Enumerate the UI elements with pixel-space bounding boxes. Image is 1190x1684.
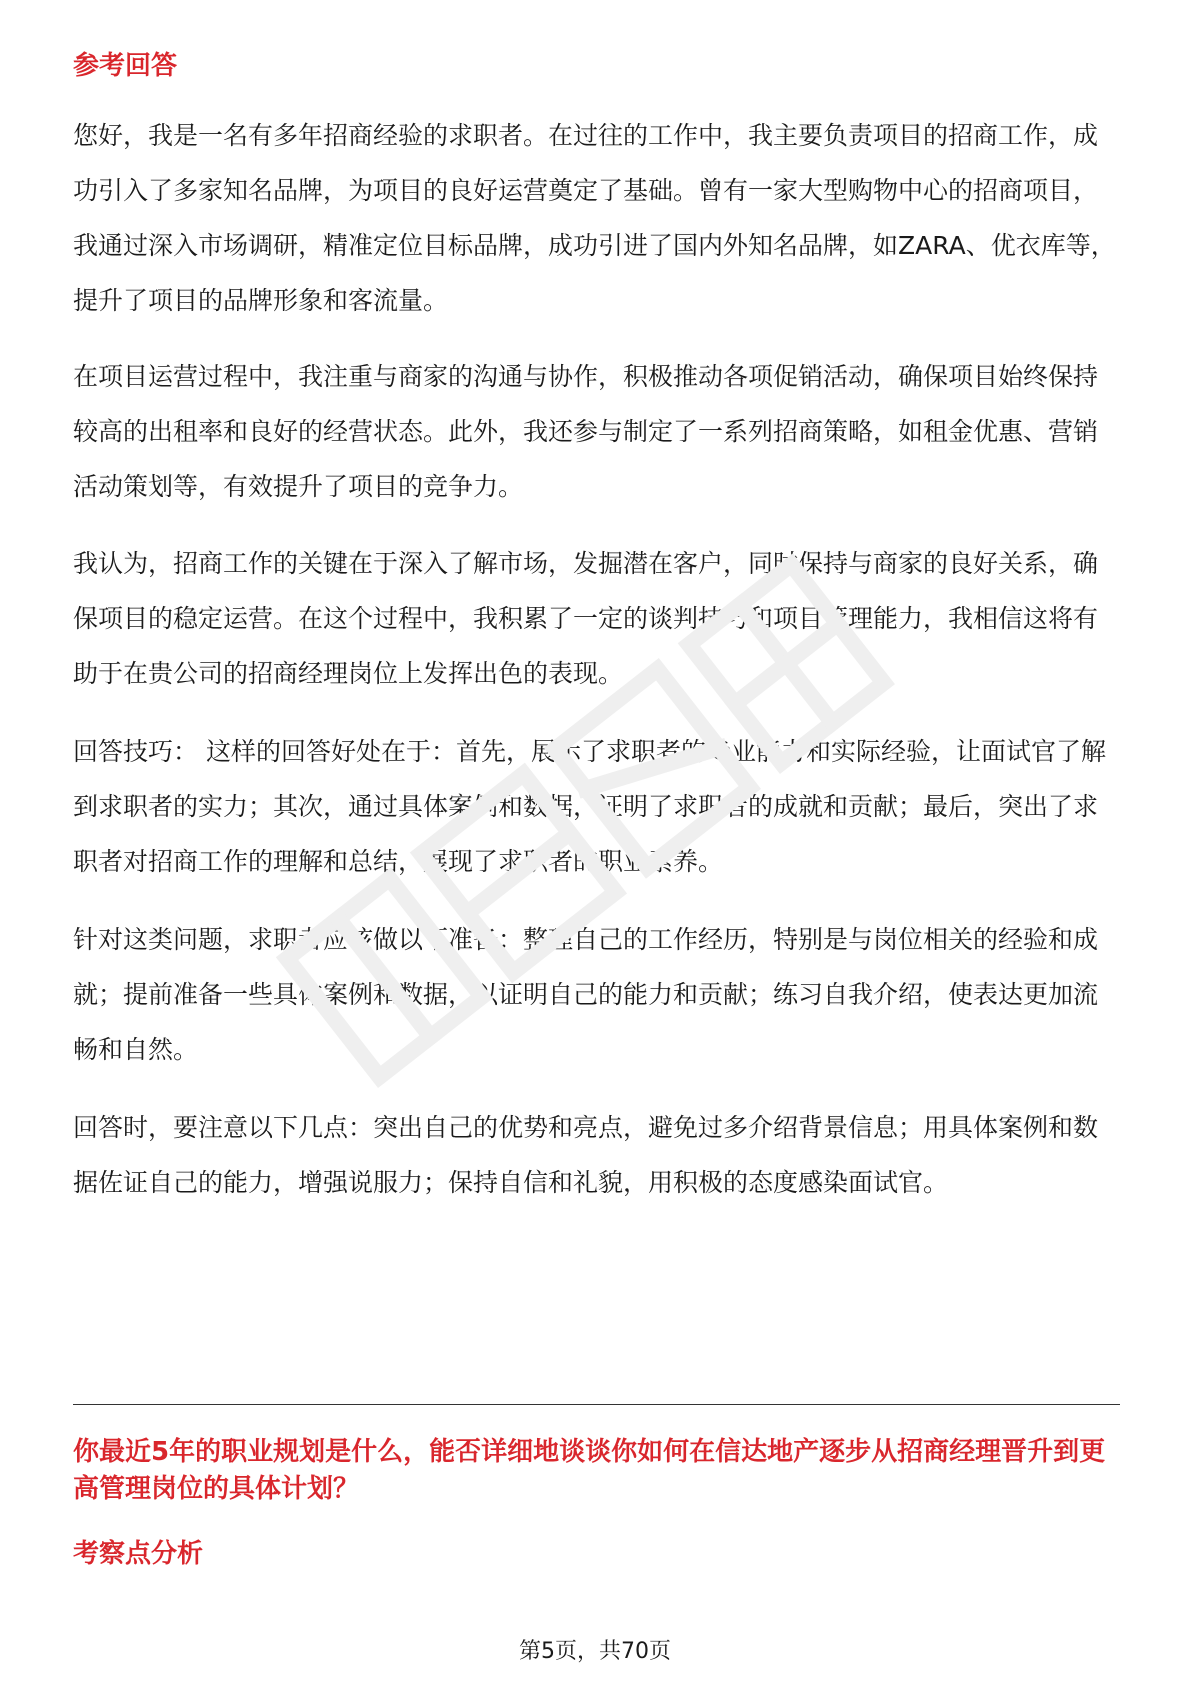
answer-paragraph-2: 在项目运营过程中，我注重与商家的沟通与协作，积极推动各项促销活动，确保项目始终保持较高的出租率和良好的经营状态。此外，我还参与制定了一系列招商策略，如租金优惠、营销活动策划等，有效提升了项目的竞争力。 <box>73 362 1099 501</box>
answer-heading: 参考回答 <box>73 51 178 81</box>
attention-paragraph: 回答时，要注意以下几点：突出自己的优势和亮点，避免过多介绍背景信息；用具体案例和数据佐证自己的能力，增强说服力；保持自信和礼貌，用积极的态度感染面试官。 <box>73 1113 1099 1197</box>
answer-paragraph-1: 您好，我是一名有多年招商经验的求职者。在过往的工作中，我主要负责项目的招商工作，成功引入了多家知名品牌，为项目的良好运营奠定了基础。曾有一家大型购物中心的招商项目，我通过深入市场调研，精准定位目标品牌，成功引进了国内外知名品牌，如ZARA、优衣库等，提升了项目的品牌形象和客流量。 <box>73 121 1116 315</box>
next-question-title: 你最近5年的职业规划是什么，能否详细地谈谈你如何在信达地产逐步从招商经理晋升到更高管理岗位的具体计划？ <box>73 1437 1106 1504</box>
tips-paragraph: 回答技巧： 这样的回答好处在于：首先，展示了求职者的专业能力和实际经验，让面试官了解到求职者的实力；其次，通过具体案例和数据，证明了求职者的成就和贡献；最后，突出了求职者对招商工作的理解和总结，展现了求职者的职业素养。 <box>73 737 1106 876</box>
preparation-paragraph: 针对这类问题，求职者应该做以下准备：整理自己的工作经历，特别是与岗位相关的经验和成就；提前准备一些具体案例和数据，以证明自己的能力和贡献；练习自我介绍，使表达更加流畅和自然。 <box>73 925 1099 1064</box>
section-divider <box>73 1404 1120 1405</box>
answer-paragraph-3: 我认为，招商工作的关键在于深入了解市场，发掘潜在客户，同时保持与商家的良好关系，确保项目的稳定运营。在这个过程中，我积累了一定的谈判技巧和项目管理能力，我相信这将有助于在贵公司的招商经理岗位上发挥出色的表现。 <box>73 549 1099 688</box>
document-page <box>73 0 1120 1684</box>
page-footer: 第5页，共70页 <box>519 1639 671 1664</box>
analysis-heading: 考察点分析 <box>73 1539 204 1569</box>
